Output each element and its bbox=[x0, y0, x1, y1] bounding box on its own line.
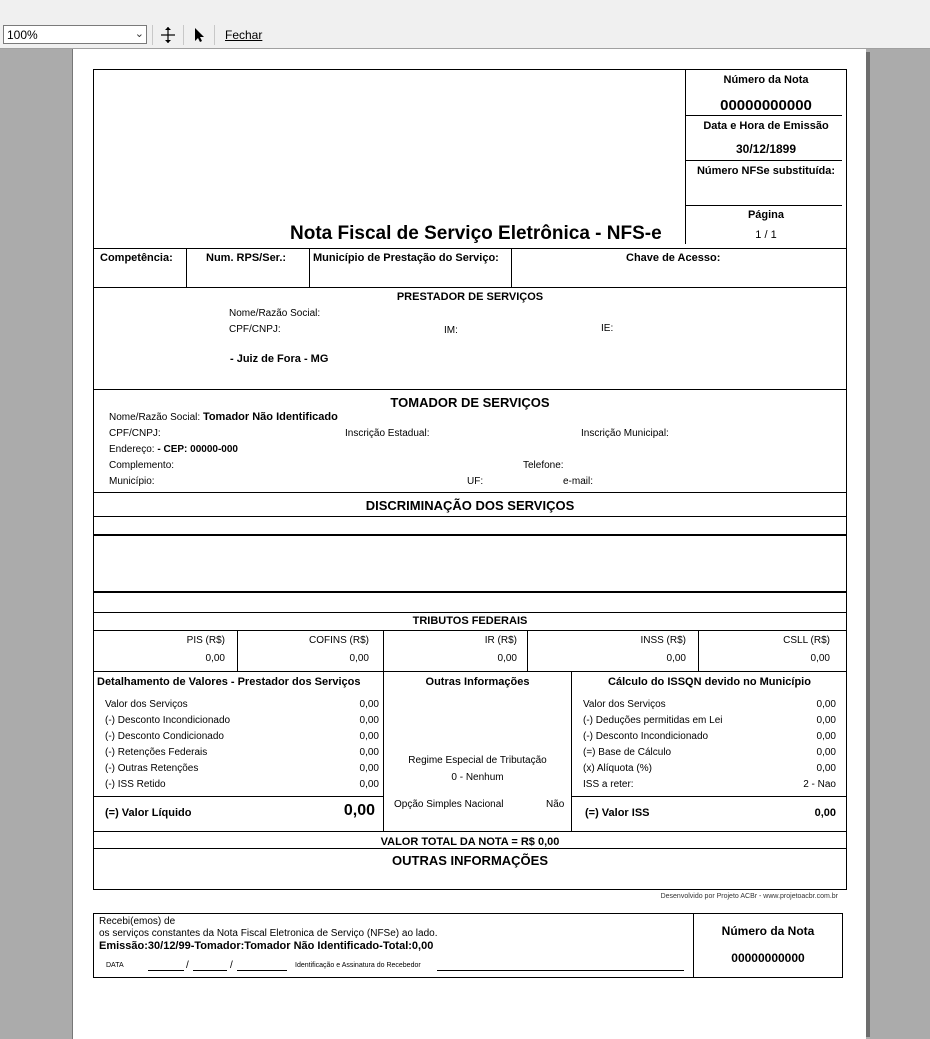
valor-iss-label: (=) Valor ISS bbox=[585, 807, 650, 819]
divider bbox=[686, 205, 842, 206]
preview-toolbar bbox=[0, 22, 930, 49]
divider bbox=[186, 248, 187, 287]
numero-nota-value: 00000000000 bbox=[720, 97, 812, 114]
issqn-row-label: (x) Alíquota (%) bbox=[583, 763, 652, 774]
ir-value: 0,00 bbox=[497, 653, 517, 664]
csll-value: 0,00 bbox=[810, 653, 830, 664]
close-button[interactable] bbox=[225, 25, 262, 45]
divider bbox=[309, 248, 310, 287]
canhoto-line2: os serviços constantes da Nota Fiscal Eletronica de Serviço (NFSe) ao lado. bbox=[99, 928, 438, 939]
issqn-row-value: 0,00 bbox=[816, 763, 836, 774]
zoom-select[interactable] bbox=[3, 25, 147, 44]
detalhamento-row-label: (-) Retenções Federais bbox=[105, 747, 208, 758]
canhoto-line3: Emissão:30/12/99-Tomador:Tomador Não Identificado-Total:0,00 bbox=[99, 940, 434, 952]
prestador-ie-label: IE: bbox=[601, 323, 614, 334]
desenvolvido-footer: Desenvolvido por Projeto ACBr - www.projetoacbr.com.br bbox=[660, 893, 838, 900]
canhoto-line1: Recebi(emos) de bbox=[99, 916, 176, 927]
close-button-label: Fechar bbox=[225, 28, 263, 42]
divider bbox=[93, 516, 847, 517]
signature-line bbox=[148, 970, 184, 971]
divider bbox=[686, 160, 842, 161]
toolbar-separator bbox=[214, 25, 215, 45]
competencia-label: Competência: bbox=[100, 252, 173, 264]
data-slash: / bbox=[186, 960, 189, 971]
divider bbox=[93, 796, 383, 797]
tomador-nome-value: Tomador Não Identificado bbox=[202, 411, 338, 423]
detalhamento-row-value: 0,00 bbox=[359, 699, 379, 710]
data-emissao-label: Data e Hora de Emissão bbox=[703, 120, 829, 132]
divider bbox=[698, 630, 699, 671]
issqn-row-label: (-) Deduções permitidas em Lei bbox=[583, 715, 723, 726]
toolbar-separator bbox=[183, 25, 184, 45]
chevron-down-icon[interactable]: ⌄ bbox=[134, 28, 144, 40]
prestador-title: PRESTADOR DE SERVIÇOS bbox=[396, 291, 544, 303]
signature-line bbox=[237, 970, 287, 971]
divider bbox=[93, 848, 847, 849]
data-emissao-value: 30/12/1899 bbox=[735, 142, 797, 156]
divider bbox=[686, 115, 842, 116]
divider bbox=[93, 287, 847, 288]
regime-value: 0 - Nenhum bbox=[451, 772, 504, 783]
pagina-label: Página bbox=[747, 209, 785, 221]
pis-label: PIS (R$) bbox=[186, 635, 225, 646]
pointer-icon[interactable] bbox=[193, 25, 205, 45]
tomador-title: TOMADOR DE SERVIÇOS bbox=[390, 395, 550, 410]
valor-total: VALOR TOTAL DA NOTA = R$ 0,00 bbox=[380, 836, 560, 848]
zoom-value: 100% bbox=[7, 28, 38, 42]
tomador-endereco-row bbox=[109, 444, 238, 455]
outras-informacoes-title: OUTRAS INFORMAÇÕES bbox=[392, 853, 548, 868]
prestador-cpf-label: CPF/CNPJ: bbox=[229, 324, 281, 335]
issqn-row-label: (-) Desconto Incondicionado bbox=[583, 731, 709, 742]
detalhamento-title: Detalhamento de Valores - Prestador dos Serviços bbox=[97, 676, 361, 688]
divider bbox=[93, 831, 847, 832]
simples-label: Opção Simples Nacional bbox=[394, 799, 504, 810]
signature-line bbox=[193, 970, 227, 971]
discriminacao-title: DISCRIMINAÇÃO DOS SERVIÇOS bbox=[365, 498, 575, 513]
issqn-row-value: 2 - Nao bbox=[803, 779, 836, 790]
divider bbox=[511, 248, 512, 287]
outras-title: Outras Informações bbox=[425, 676, 530, 688]
issqn-row-value: 0,00 bbox=[816, 715, 836, 726]
detalhamento-row-value: 0,00 bbox=[359, 747, 379, 758]
tomador-complemento-label: Complemento: bbox=[109, 460, 175, 471]
divider bbox=[693, 913, 694, 978]
divider bbox=[93, 630, 847, 631]
inss-value: 0,00 bbox=[666, 653, 686, 664]
tomador-endereco-value: - CEP: 00000-000 bbox=[157, 444, 238, 455]
pagina-value: 1 / 1 bbox=[755, 229, 777, 241]
divider bbox=[383, 630, 384, 671]
divider bbox=[93, 534, 847, 536]
issqn-row-value: 0,00 bbox=[816, 699, 836, 710]
chave-acesso-label: Chave de Acesso: bbox=[626, 252, 721, 264]
issqn-row-label: (=) Base de Cálculo bbox=[583, 747, 672, 758]
divider bbox=[571, 796, 847, 797]
tributos-title: TRIBUTOS FEDERAIS bbox=[412, 615, 528, 627]
issqn-row-value: 0,00 bbox=[816, 747, 836, 758]
valor-liquido-label: (=) Valor Líquido bbox=[105, 807, 192, 819]
tomador-im-label: Inscrição Municipal: bbox=[581, 428, 669, 439]
issqn-title: Cálculo do ISSQN devido no Município bbox=[608, 676, 811, 688]
detalhamento-row-label: (-) ISS Retido bbox=[105, 779, 166, 790]
divider bbox=[93, 389, 847, 390]
simples-value: Não bbox=[546, 799, 565, 810]
divider bbox=[93, 671, 847, 672]
move-icon[interactable] bbox=[159, 25, 177, 45]
municipio-prestacao-label: Município de Prestação do Serviço: bbox=[313, 252, 499, 264]
divider bbox=[93, 591, 847, 593]
divider bbox=[93, 612, 847, 613]
regime-label: Regime Especial de Tributação bbox=[408, 755, 547, 766]
detalhamento-row-label: (-) Desconto Incondicionado bbox=[105, 715, 231, 726]
csll-label: CSLL (R$) bbox=[783, 635, 830, 646]
prestador-im-label: IM: bbox=[444, 325, 458, 336]
detalhamento-row-value: 0,00 bbox=[359, 715, 379, 726]
detalhamento-row-label: (-) Desconto Condicionado bbox=[105, 731, 224, 742]
prestador-nome-label: Nome/Razão Social: bbox=[229, 308, 321, 319]
valor-iss-value: 0,00 bbox=[814, 807, 836, 819]
nfse-substituida-label: Número NFSe substituída: bbox=[696, 165, 836, 177]
divider bbox=[93, 248, 847, 249]
inss-label: INSS (R$) bbox=[640, 635, 686, 646]
data-slash: / bbox=[230, 960, 233, 971]
page-title: Nota Fiscal de Serviço Eletrônica - NFS-e bbox=[290, 223, 662, 244]
tomador-ie-label: Inscrição Estadual: bbox=[345, 428, 430, 439]
divider bbox=[383, 671, 384, 831]
divider bbox=[571, 671, 572, 831]
assinatura-label: Identificação e Assinatura do Recebedor bbox=[295, 962, 421, 969]
canhoto-data-label: DATA bbox=[106, 962, 124, 969]
tomador-telefone-label: Telefone: bbox=[523, 460, 564, 471]
divider bbox=[93, 492, 847, 493]
issqn-row-label: Valor dos Serviços bbox=[583, 699, 666, 710]
valor-liquido-value: 0,00 bbox=[343, 802, 375, 819]
tomador-email-label: e-mail: bbox=[563, 476, 594, 487]
cofins-label: COFINS (R$) bbox=[309, 635, 369, 646]
tomador-nome-row bbox=[109, 411, 338, 423]
detalhamento-row-value: 0,00 bbox=[359, 779, 379, 790]
tomador-endereco-label: Endereço: bbox=[109, 444, 155, 455]
divider bbox=[527, 630, 528, 671]
cofins-value: 0,00 bbox=[349, 653, 369, 664]
window-top-band bbox=[0, 0, 930, 22]
tomador-nome-label: Nome/Razão Social: bbox=[109, 412, 201, 423]
issqn-row-label: ISS a reter: bbox=[583, 779, 634, 790]
detalhamento-row-label: (-) Outras Retenções bbox=[105, 763, 199, 774]
canhoto-numero-label: Número da Nota bbox=[721, 924, 815, 938]
ir-label: IR (R$) bbox=[484, 635, 517, 646]
report-page bbox=[72, 49, 866, 1039]
numero-nota-label: Número da Nota bbox=[723, 74, 809, 86]
detalhamento-row-value: 0,00 bbox=[359, 763, 379, 774]
tomador-cpf-label: CPF/CNPJ: bbox=[109, 428, 161, 439]
canhoto-numero-value: 00000000000 bbox=[731, 951, 805, 965]
signature-line bbox=[437, 970, 684, 971]
prestador-cidade: - Juiz de Fora - MG bbox=[230, 353, 329, 365]
issqn-row-value: 0,00 bbox=[816, 731, 836, 742]
detalhamento-row-value: 0,00 bbox=[359, 731, 379, 742]
pis-value: 0,00 bbox=[205, 653, 225, 664]
tomador-uf-label: UF: bbox=[467, 476, 484, 487]
detalhamento-row-label: Valor dos Serviços bbox=[105, 699, 188, 710]
tomador-municipio-label: Município: bbox=[109, 476, 155, 487]
rps-label: Num. RPS/Ser.: bbox=[206, 252, 287, 264]
divider bbox=[237, 630, 238, 671]
toolbar-separator bbox=[152, 25, 153, 45]
